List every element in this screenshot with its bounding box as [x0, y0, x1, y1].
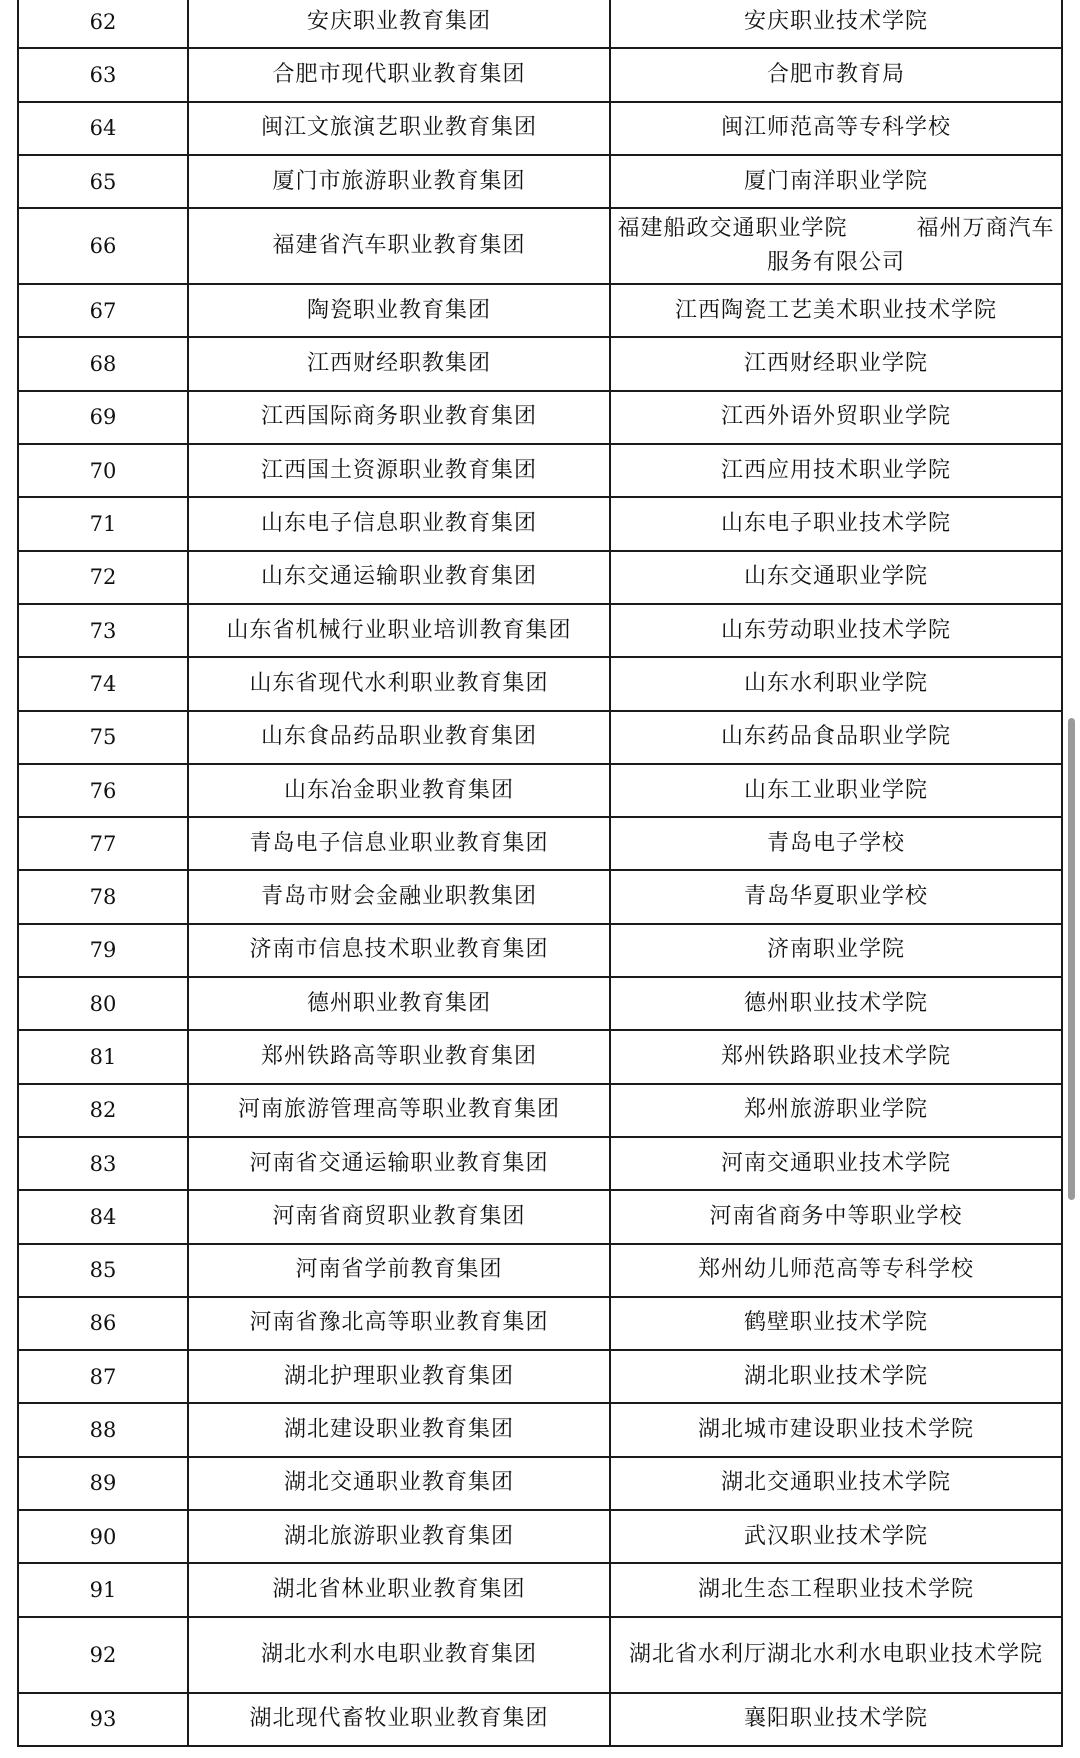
- lead-unit-cell: 郑州铁路职业技术学院: [610, 1030, 1062, 1083]
- row-number-cell: 70: [18, 444, 188, 497]
- table-body: [18, 0, 1062, 1746]
- group-name-cell: 江西国际商务职业教育集团: [188, 391, 610, 444]
- table-row: [18, 391, 1062, 444]
- lead-unit-cell: 山东电子职业技术学院: [610, 497, 1062, 550]
- row-number-cell: 84: [18, 1190, 188, 1243]
- group-name-cell: 青岛电子信息业职业教育集团: [188, 817, 610, 870]
- group-name-cell: 湖北建设职业教育集团: [188, 1403, 610, 1456]
- lead-unit-cell: 河南交通职业技术学院: [610, 1137, 1062, 1190]
- table-row: [18, 1403, 1062, 1456]
- row-number-cell: 68: [18, 337, 188, 390]
- lead-unit-cell: 湖北城市建设职业技术学院: [610, 1403, 1062, 1456]
- group-name-cell: 湖北旅游职业教育集团: [188, 1510, 610, 1563]
- group-name-cell: 福建省汽车职业教育集团: [188, 208, 610, 284]
- lead-unit-cell: 山东工业职业学院: [610, 764, 1062, 817]
- row-number-cell: 93: [18, 1693, 188, 1746]
- group-name-cell: 山东电子信息职业教育集团: [188, 497, 610, 550]
- row-number-cell: 91: [18, 1563, 188, 1616]
- table-row: [18, 817, 1062, 870]
- group-name-cell: 山东食品药品职业教育集团: [188, 711, 610, 764]
- table-row: [18, 102, 1062, 155]
- group-name-cell: 山东冶金职业教育集团: [188, 764, 610, 817]
- row-number-cell: 86: [18, 1297, 188, 1350]
- table-row: [18, 551, 1062, 604]
- row-number-cell: 82: [18, 1084, 188, 1137]
- row-number-cell: 79: [18, 924, 188, 977]
- row-number-cell: 65: [18, 155, 188, 208]
- table-row: [18, 155, 1062, 208]
- row-number-cell: 64: [18, 102, 188, 155]
- group-name-cell: 山东省机械行业职业培训教育集团: [188, 604, 610, 657]
- lead-unit-cell: 山东交通职业学院: [610, 551, 1062, 604]
- lead-unit-cell: 江西财经职业学院: [610, 337, 1062, 390]
- lead-unit-cell: 鹤壁职业技术学院: [610, 1297, 1062, 1350]
- table-row: [18, 337, 1062, 390]
- group-name-cell: 河南省豫北高等职业教育集团: [188, 1297, 610, 1350]
- table-row: [18, 444, 1062, 497]
- row-number-cell: 89: [18, 1457, 188, 1510]
- table-row: [18, 657, 1062, 710]
- row-number-cell: 71: [18, 497, 188, 550]
- group-name-cell: 厦门市旅游职业教育集团: [188, 155, 610, 208]
- table-row: [18, 1084, 1062, 1137]
- group-name-cell: 湖北省林业职业教育集团: [188, 1563, 610, 1616]
- group-name-cell: 河南省商贸职业教育集团: [188, 1190, 610, 1243]
- group-name-cell: 济南市信息技术职业教育集团: [188, 924, 610, 977]
- lead-unit-cell: 湖北省水利厅湖北水利水电职业技术学院: [610, 1617, 1062, 1693]
- row-number-cell: 83: [18, 1137, 188, 1190]
- row-number-cell: 85: [18, 1244, 188, 1297]
- group-name-cell: 山东交通运输职业教育集团: [188, 551, 610, 604]
- table-row: [18, 1244, 1062, 1297]
- table-row: [18, 924, 1062, 977]
- table-row: [18, 1030, 1062, 1083]
- row-number-cell: 78: [18, 870, 188, 923]
- group-name-cell: 陶瓷职业教育集团: [188, 284, 610, 337]
- row-number-cell: 74: [18, 657, 188, 710]
- group-name-cell: 闽江文旅演艺职业教育集团: [188, 102, 610, 155]
- group-name-cell: 郑州铁路高等职业教育集团: [188, 1030, 610, 1083]
- group-name-cell: 德州职业教育集团: [188, 977, 610, 1030]
- lead-unit-cell: 闽江师范高等专科学校: [610, 102, 1062, 155]
- lead-unit-cell: 河南省商务中等职业学校: [610, 1190, 1062, 1243]
- table-row: [18, 870, 1062, 923]
- table-row: [18, 711, 1062, 764]
- group-name-cell: 湖北交通职业教育集团: [188, 1457, 610, 1510]
- table-row: [18, 1617, 1062, 1693]
- vertical-scrollbar[interactable]: [1068, 718, 1075, 1200]
- lead-unit-cell: 山东劳动职业技术学院: [610, 604, 1062, 657]
- row-number-cell: 72: [18, 551, 188, 604]
- lead-unit-cell: 江西应用技术职业学院: [610, 444, 1062, 497]
- vocational-group-table: [17, 0, 1063, 1747]
- group-name-cell: 河南旅游管理高等职业教育集团: [188, 1084, 610, 1137]
- lead-unit-cell: 山东药品食品职业学院: [610, 711, 1062, 764]
- row-number-cell: 81: [18, 1030, 188, 1083]
- row-number-cell: 62: [18, 0, 188, 48]
- lead-unit-cell: 襄阳职业技术学院: [610, 1693, 1062, 1746]
- table-row: [18, 284, 1062, 337]
- lead-unit-cell: 江西陶瓷工艺美术职业技术学院: [610, 284, 1062, 337]
- group-name-cell: 湖北水利水电职业教育集团: [188, 1617, 610, 1693]
- table-row: [18, 1457, 1062, 1510]
- lead-unit-cell: 福建船政交通职业学院 福州万商汽车服务有限公司: [610, 208, 1062, 284]
- table-row: [18, 48, 1062, 101]
- lead-unit-cell: 青岛电子学校: [610, 817, 1062, 870]
- group-name-cell: 湖北现代畜牧业职业教育集团: [188, 1693, 610, 1746]
- lead-unit-cell: 江西外语外贸职业学院: [610, 391, 1062, 444]
- group-name-cell: 安庆职业教育集团: [188, 0, 610, 48]
- lead-unit-cell: 武汉职业技术学院: [610, 1510, 1062, 1563]
- table-row: [18, 0, 1062, 48]
- row-number-cell: 90: [18, 1510, 188, 1563]
- group-name-cell: 合肥市现代职业教育集团: [188, 48, 610, 101]
- lead-unit-cell: 湖北生态工程职业技术学院: [610, 1563, 1062, 1616]
- row-number-cell: 92: [18, 1617, 188, 1693]
- lead-unit-cell: 山东水利职业学院: [610, 657, 1062, 710]
- group-name-cell: 湖北护理职业教育集团: [188, 1350, 610, 1403]
- lead-unit-cell: 郑州幼儿师范高等专科学校: [610, 1244, 1062, 1297]
- row-number-cell: 67: [18, 284, 188, 337]
- table-row: [18, 1350, 1062, 1403]
- row-number-cell: 69: [18, 391, 188, 444]
- lead-unit-cell: 德州职业技术学院: [610, 977, 1062, 1030]
- row-number-cell: 63: [18, 48, 188, 101]
- lead-unit-cell: 厦门南洋职业学院: [610, 155, 1062, 208]
- lead-unit-cell: 合肥市教育局: [610, 48, 1062, 101]
- lead-unit-cell: 湖北职业技术学院: [610, 1350, 1062, 1403]
- table-row: [18, 604, 1062, 657]
- row-number-cell: 73: [18, 604, 188, 657]
- row-number-cell: 75: [18, 711, 188, 764]
- table-row: [18, 977, 1062, 1030]
- table-row: [18, 1510, 1062, 1563]
- table-row: [18, 1190, 1062, 1243]
- table-row: [18, 1297, 1062, 1350]
- table-row: [18, 1563, 1062, 1616]
- lead-unit-cell: 湖北交通职业技术学院: [610, 1457, 1062, 1510]
- lead-unit-cell: 济南职业学院: [610, 924, 1062, 977]
- lead-unit-cell: 安庆职业技术学院: [610, 0, 1062, 48]
- row-number-cell: 66: [18, 208, 188, 284]
- table-row: [18, 1693, 1062, 1746]
- row-number-cell: 77: [18, 817, 188, 870]
- row-number-cell: 76: [18, 764, 188, 817]
- row-number-cell: 87: [18, 1350, 188, 1403]
- lead-unit-cell: 青岛华夏职业学校: [610, 870, 1062, 923]
- lead-unit-cell: 郑州旅游职业学院: [610, 1084, 1062, 1137]
- group-name-cell: 江西财经职教集团: [188, 337, 610, 390]
- row-number-cell: 88: [18, 1403, 188, 1456]
- group-name-cell: 青岛市财会金融业职教集团: [188, 870, 610, 923]
- table-row: [18, 208, 1062, 284]
- group-name-cell: 山东省现代水利职业教育集团: [188, 657, 610, 710]
- row-number-cell: 80: [18, 977, 188, 1030]
- table-row: [18, 1137, 1062, 1190]
- table-row: [18, 764, 1062, 817]
- table-row: [18, 497, 1062, 550]
- group-name-cell: 江西国土资源职业教育集团: [188, 444, 610, 497]
- group-name-cell: 河南省交通运输职业教育集团: [188, 1137, 610, 1190]
- group-name-cell: 河南省学前教育集团: [188, 1244, 610, 1297]
